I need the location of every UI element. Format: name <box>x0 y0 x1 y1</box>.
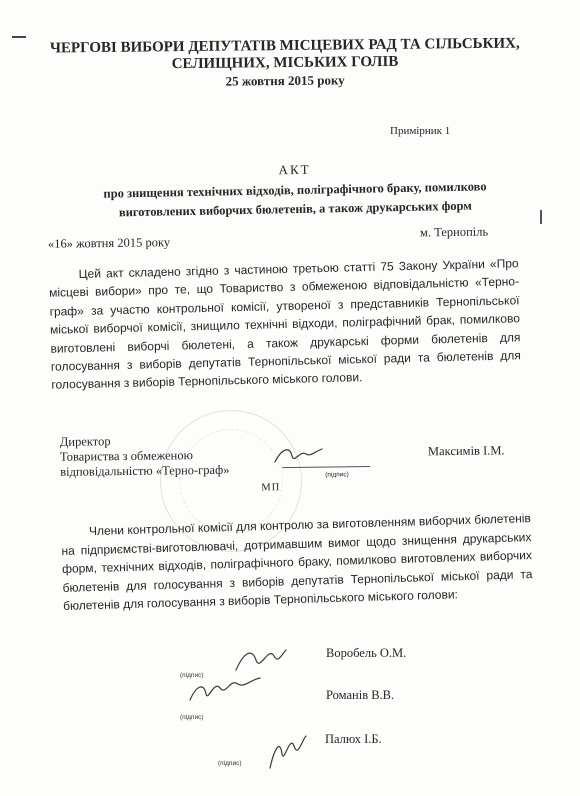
title-line-2: виготовлених виборчих бюлетенів, а також друкарських форм <box>118 198 472 220</box>
paragraph-1: Цей акт складено згідно з частиною третьою статті 75 Закону України «Про місцеві вибори» про те, що Товариство з обмеженою відповідальністю «Терно-граф» за участю контрольної комісії, утвореної з представників Тернопільської міської виборчої комісії, знищило технічні відходи, поліграфічний брак, помилково виготовлені виборчі бюлетені, а також друкарські форми бюлетенів для голосування з виборів депутатів Тернопільської міської ради та бюлетенів для голосування з виборів Тернопільського міського голови. <box>48 256 521 393</box>
seal-label: МП <box>261 482 281 494</box>
director-signature <box>270 440 330 470</box>
act-date: «16» жовтня 2015 року <box>47 235 171 251</box>
header-line-1: ЧЕРГОВІ ВИБОРИ ДЕПУТАТІВ МІСЦЕВИХ РАД ТА СІЛЬСЬКИХ, <box>49 35 520 57</box>
member-name-2: Романів В.В. <box>326 688 395 702</box>
signature-caption: (підпис) <box>325 471 349 479</box>
header-line-2: СЕЛИЩНИХ, МІСЬКИХ ГОЛІВ <box>171 53 399 73</box>
member-name-3: Палюх І.Б. <box>325 732 382 746</box>
corner-mark <box>12 36 26 38</box>
director-company-1: Товариства з обмеженою <box>59 448 193 464</box>
director-title: Директор <box>59 434 111 449</box>
director-name: Максимів І.М. <box>427 443 505 459</box>
margin-mark <box>540 210 542 224</box>
member-signature-2 <box>186 672 266 712</box>
city: м. Тернопіль <box>419 224 489 240</box>
title-line-1: про знищення технічних відходів, поліграфічного браку, помилково <box>103 179 487 201</box>
member-caption-2: (підпис) <box>180 714 204 721</box>
document-header <box>50 36 521 92</box>
member-caption-1: (підпис) <box>180 672 204 679</box>
director-company-2: відповідальністю «Терно-граф» <box>60 462 230 479</box>
document-title <box>59 157 530 223</box>
paragraph-2: Члени контрольної комісії для контролю за виготовленням виборчих бюлетенів на підприємстві-виготовлювачі, дотримавшим вимог щодо знищення друкарських форм, технічних відходів, поліграфічного браку, помилково виготовлених виборчих бюлетенів для голосування з виборів депутатів Тернопільської міської ради та бюлетенів для голосування з виборів Тернопільського міського голови: <box>61 511 533 614</box>
member-signature-3 <box>262 728 312 778</box>
copy-number: Примірник 1 <box>390 125 451 137</box>
member-caption-3: (підпис) <box>218 760 242 767</box>
header-date: 25 жовтня 2015 року <box>225 72 345 89</box>
title-akt: АКТ <box>278 161 311 178</box>
member-name-1: Воробель О.М. <box>326 646 407 660</box>
